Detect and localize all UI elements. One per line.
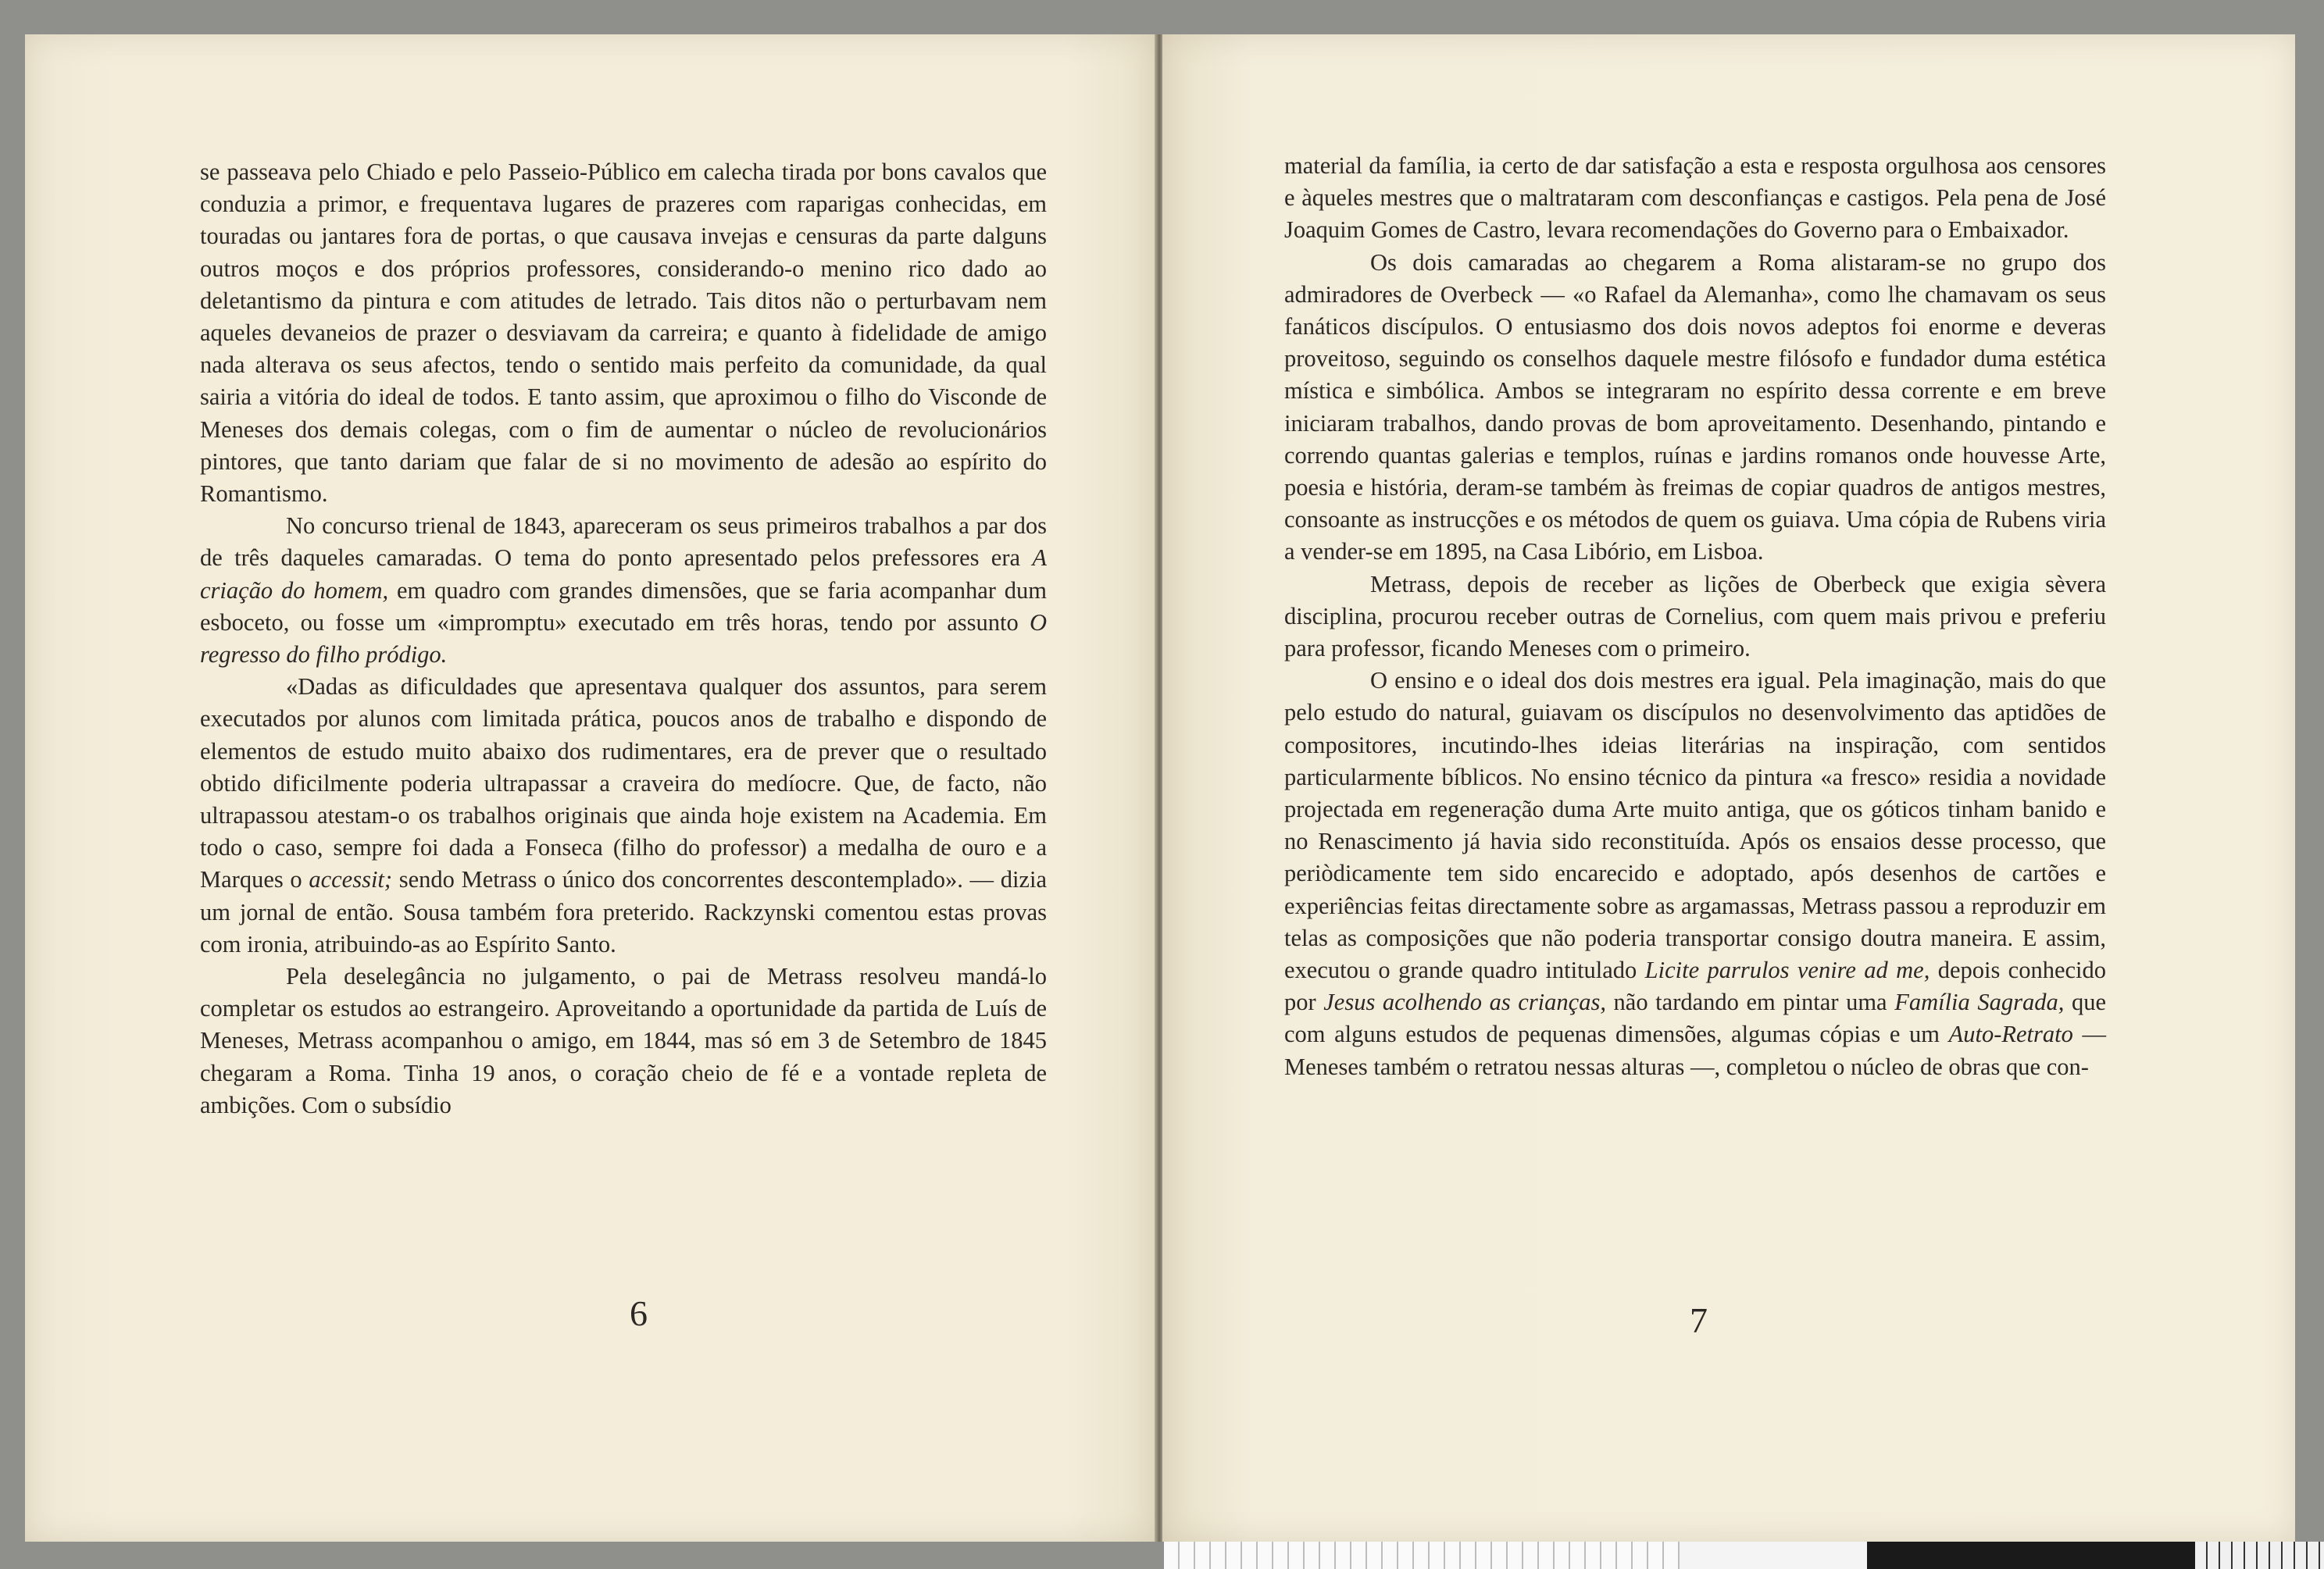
text-run: O ensino e o ideal dos dois mestres era igual. Pela imaginação, mais do que pelo estudo do natural, guiavam os discípulos no desenvolvimento das aptidões de compositores, incutindo-lhes ideias literárias na inspiração, com sentidos particularmente bíblicos. No ensino técnico da pintura «a fresco» residia a novidade projectada em regeneração duma Arte muito antiga, que os góticos tinham banido e no Renascimento já havia sido reconstituída. Após os ensaios desse processo, que periòdicamente tem sido encarecido e adoptado, após desenhos de cartões e experiências feitas directamente sobre as argamassas, Metrass passou a reproduzir em telas as composições que não poderia transportar consigo doutra maneira. E assim, executou o grande quadro intitulado <box>1284 667 2106 984</box>
italic-text: Jesus acolhendo as crianças, <box>1323 989 1606 1016</box>
italic-text: Família Sagrada, <box>1894 989 2065 1016</box>
right-page-body <box>1284 150 2106 1083</box>
text-run: Metrass, depois de receber as lições de Oberbeck que exigia sèvera disciplina, procurou receber outras de Cornelius, com quem mais privou e preferiu para professor, ficando Meneses com o primeiro. <box>1284 570 2106 662</box>
text-run: — Meneses também o retratou nessas alturas —, completou o núcleo de obras que con- <box>1284 1021 2106 1080</box>
text-run: Os dois camaradas ao chegarem a Roma alistaram-se no grupo dos admiradores de Overbeck — «o Rafael da Alemanha», como lhe chamavam os seus fanáticos discípulos. O entusiasmo dos dois novos adeptos foi enorme e deveras proveitoso, seguindo os conselhos daquele mestre filósofo e fundador duma estética mística e simbólica. Ambos se integraram no espírito dessa corrente e em breve iniciaram trabalhos, dando provas de bom aproveitamento. Desenhando, pintando e correndo quantas galerias e templos, ruínas e jardins romanos onde houvesse Arte, poesia e história, deram-se também às freimas de copiar quadros de antigos mestres, consoante as instrucções e os métodos de quem os guiava. Uma cópia de Rubens viria a vender-se em 1895, na Casa Libório, em Lisboa. <box>1284 248 2106 565</box>
paragraph <box>200 961 1047 1121</box>
italic-text: accessit; <box>309 866 393 893</box>
left-page-body <box>200 156 1047 1121</box>
text-run: Pela deselegância no julgamento, o pai de Metrass resolveu mandá-lo completar os estudos ao estrangeiro. Aproveitando a oportunidade da partida de Luís de Meneses, Metrass acompanhou o amigo, em 1844, mas só em 3 de Setembro de 1845 chegaram a Roma. Tinha 19 anos, o coração cheio de fé e a vontade repleta de ambições. Com o subsídio <box>200 963 1047 1118</box>
text-run: em quadro com grandes dimensões, que se faria acompanhar dum esboceto, ou fosse um «impromptu» executado em três horas, tendo por assunto <box>200 576 1047 636</box>
paragraph <box>1284 150 2106 247</box>
text-run: não tardando em pintar uma <box>1605 989 1895 1016</box>
italic-text: O regresso do filho pródigo. <box>200 608 1047 669</box>
text-run: depois conhecido por <box>1284 957 2107 1016</box>
italic-text: A criação do homem, <box>200 544 1047 604</box>
text-run: se passeava pelo Chiado e pelo Passeio-Público em calecha tirada por bons cavalos que conduzia a primor, e frequentava lugares de prazeres com raparigas conhecidas, em touradas ou jantares fora de portas, o que causava invejas e censuras da parte dalguns outros moços e dos próprios professores, considerando-o menino rico dado ao deletantismo da pintura e com atitudes de letrado. Tais ditos não o perturbavam nem aqueles devaneios de prazer o desviavam da carreira; e quanto à fidelidade de amigo nada alterava os seus afectos, tendo o sentido mais perfeito da comunidade, da qual sairia a vitória do ideal de todos. E tanto assim, que aproximou o filho do Visconde de Meneses dos demais colegas, com o fim de aumentar o núcleo de revolucionários pintores, que tanto dariam que falar de si no movimento de adesão ao espírito do Romantismo. <box>200 159 1047 508</box>
text-run: material da família, ia certo de dar satisfação a esta e resposta orgulhosa aos censores e àqueles mestres que o maltrataram com desconfianças e castigos. Pela pena de José Joaquim Gomes de Castro, levara recomendações do Governo para o Embaixador. <box>1284 152 2106 244</box>
italic-text: Licite parrulos venire ad me, <box>1644 957 1930 984</box>
paragraph <box>1284 665 2106 1083</box>
page-number-right: 7 <box>1690 1300 1708 1340</box>
measurement-scale <box>1164 1542 2324 1569</box>
paragraph <box>200 156 1047 510</box>
page-number-left: 6 <box>630 1293 648 1333</box>
paragraph <box>200 510 1047 671</box>
text-run: que com alguns estudos de pequenas dimensões, algumas cópias e um <box>1284 989 2106 1048</box>
text-run: sendo Metrass o único dos concorrentes descontemplado». — dizia um jornal de então. Sousa também fora preterido. Rackzynski comentou estas provas com ironia, atribuindo-as ao Espírito Santo. <box>200 866 1047 957</box>
text-run: «Dadas as dificuldades que apresentava qualquer dos assuntos, para serem executados por alunos com limitada prática, poucos anos de trabalho e dispondo de elementos de estudo muito abaixo dos rudimentares, era de prever que o resultado obtido dificilmente poderia ultrapassar a craveira do medíocre. Que, de facto, não ultrapassou atestam-o os trabalhos originais que ainda hoje existem na Academia. Em todo o caso, sempre foi dada a Fonseca (filho do professor) a medalha de ouro e a Marques o <box>200 673 1047 893</box>
paragraph <box>1284 569 2106 665</box>
text-run: No concurso trienal de 1843, apareceram os seus primeiros trabalhos a par dos de três daqueles camaradas. O tema do ponto apresentado pelos prefessores era <box>200 512 1047 572</box>
paragraph <box>200 671 1047 961</box>
paragraph <box>1284 247 2106 569</box>
italic-text: Auto-Retrato <box>1948 1021 2073 1048</box>
